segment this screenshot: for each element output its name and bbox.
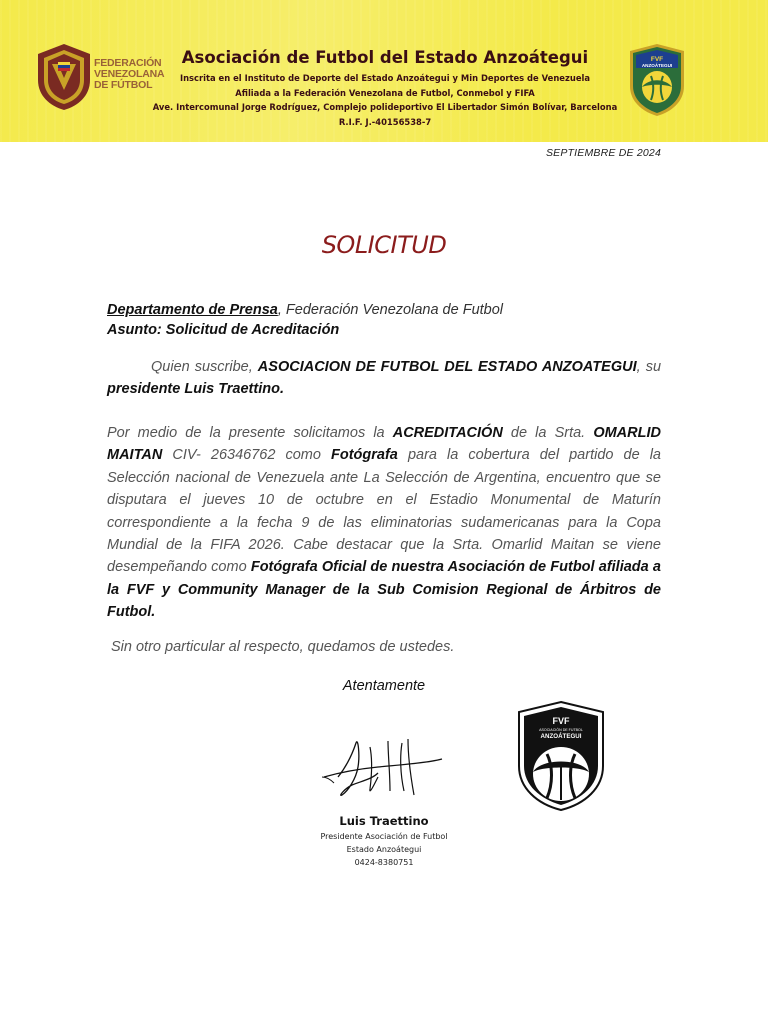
request-text: CIV- 26346762 como — [162, 447, 332, 464]
accreditation-word: ACREDITACIÓN — [392, 425, 503, 441]
addressee-department: Departamento de Prensa — [107, 302, 278, 318]
letterhead-text — [130, 48, 640, 129]
addressee-organization: , Federación Venezolana de Futbol — [277, 302, 504, 318]
organization-title: Asociación de Futbol del Estado Anzoátegui — [181, 48, 589, 67]
addressee-block — [107, 300, 667, 340]
president-name: presidente Luis Traettino. — [107, 381, 284, 398]
request-text: Por medio de la presente solicitamos la — [107, 425, 393, 441]
closing-salutation — [0, 678, 768, 694]
intro-paragraph — [107, 356, 661, 401]
request-text: para la cobertura del partido de la Selección nacional de Venezuela ante La Selección de Argentina, encuentro que se disputara el jueves 10 de octubre en el Estadio Monumental de Maturín correspondiente a la fecha 9 de las eliminatorias sudamericanas para la Copa Mundial de la FIFA 2026. Cabe destacar que la Srta. Omarlid Maitan se viene desempeñando como — [107, 447, 661, 576]
anz-logo-name: ANZOÁTEGUI — [641, 63, 673, 68]
registration-line: Inscrita en el Instituto de Deporte del Estado Anzoátegui y Min Deportes de Venezuela — [179, 73, 591, 83]
intro-text: Quien suscribe, — [151, 359, 258, 375]
stamp-sub-text: ASOCIACIÓN DE FUTBOL — [539, 728, 583, 732]
addressee-line — [107, 300, 667, 320]
address-line: Ave. Intercomunal Jorge Rodríguez, Complejo polideportivo El Libertador Simón Bolívar, Barcelona — [152, 102, 618, 113]
letterhead-band — [0, 0, 768, 142]
closing-text: Atentamente — [342, 678, 426, 694]
rif-line: R.I.F. J.-40156538-7 — [338, 116, 432, 127]
fvf-shield-icon — [34, 42, 94, 112]
role-word: Fotógrafa — [331, 447, 398, 464]
signatory-name: Luis Traettino — [339, 814, 429, 828]
anzoategui-logo — [627, 42, 687, 118]
stamp-name-text: ANZOÁTEGUI — [540, 733, 582, 740]
closing-paragraph: Sin otro particular al respecto, quedamos de ustedes. — [111, 639, 455, 655]
subject-text: Asunto: Solicitud de Acreditación — [107, 322, 340, 338]
fvf-anzoategui-stamp — [517, 700, 605, 812]
request-paragraph — [107, 422, 661, 624]
signatory-role: Presidente Asociación de Futbol — [320, 832, 448, 841]
request-text: de la Srta. — [502, 425, 594, 441]
document-date: SEPTIEMBRE DE 2024 — [545, 147, 661, 159]
fvf-logo-line: DE FÚTBOL — [94, 79, 153, 91]
stamp-fvf-text: FVF — [552, 716, 570, 726]
document-title: SOLICITUD — [321, 231, 447, 259]
fvf-logo-line: VENEZOLANA — [94, 68, 165, 80]
association-name: ASOCIACION DE FUTBOL DEL ESTADO ANZOATEGUI — [257, 359, 637, 375]
affiliation-line: Afiliada a la Federación Venezolana de Futbol, Conmebol y FIFA — [235, 87, 535, 98]
photographer-name: OMARLID MAITAN — [107, 425, 661, 464]
fvf-logo-line: FEDERACIÓN — [94, 57, 162, 69]
handwritten-signature — [318, 733, 448, 803]
intro-text: , su — [636, 359, 662, 375]
official-role: Fotógrafa Oficial de nuestra Asociación de Futbol afiliada a la FVF y Community Manager de la Sub Comision Regional de Árbitros de Futbol. — [107, 559, 661, 621]
anz-logo-fvf: FVF — [650, 56, 664, 63]
signatory-phone: 0424-8380751 — [354, 858, 414, 867]
subject-line — [107, 320, 667, 340]
signatory-state: Estado Anzoátegui — [346, 845, 422, 854]
